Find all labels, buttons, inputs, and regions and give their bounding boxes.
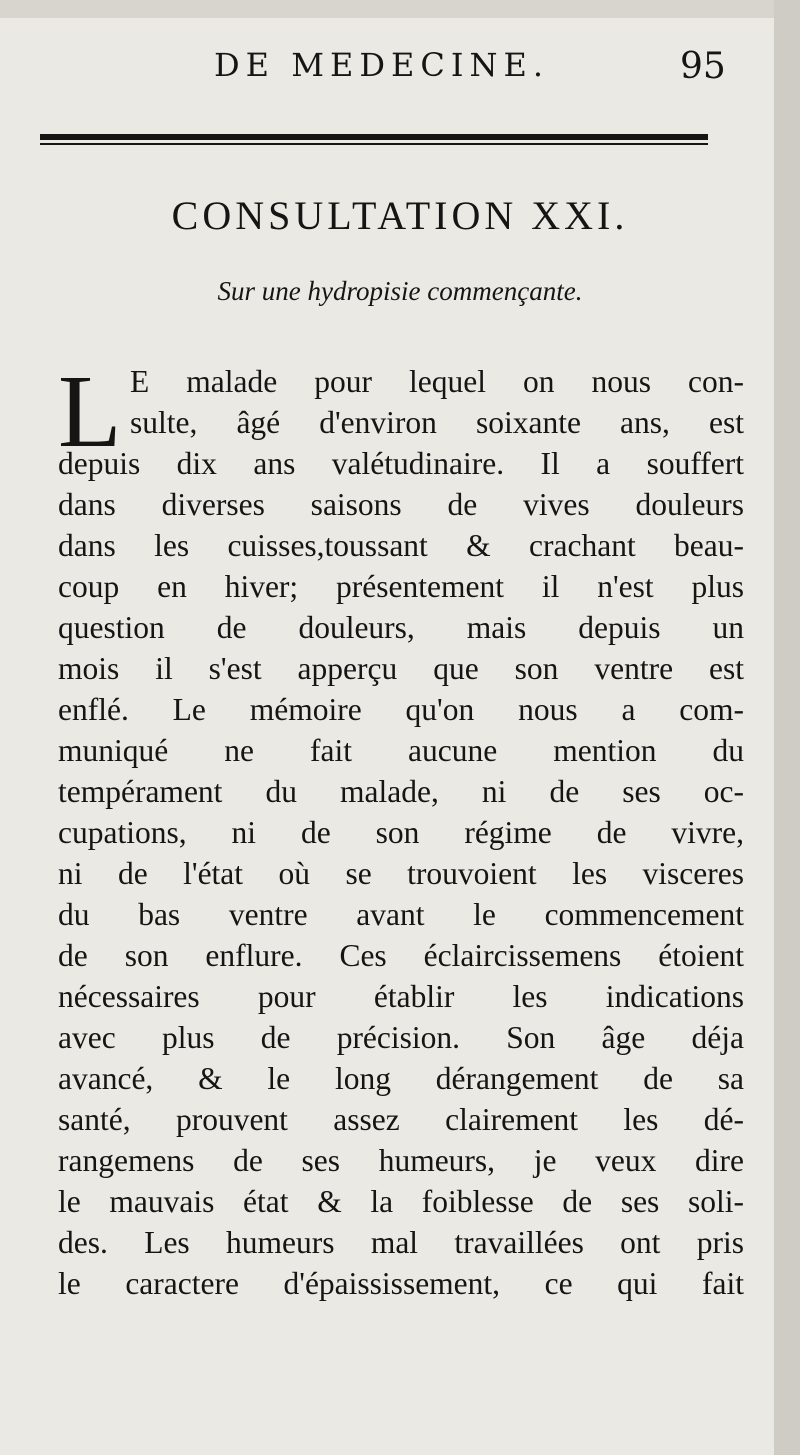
body-text bbox=[58, 354, 744, 1305]
header-rule bbox=[40, 134, 708, 146]
page-edge-top bbox=[0, 0, 800, 18]
consultation-heading: CONSULTATION XXI. bbox=[171, 193, 629, 238]
text-line: sulte, âgé d'environ soixante ans, est bbox=[130, 405, 744, 440]
text-line: avec plus de précision. Son âge déja bbox=[58, 1020, 744, 1055]
text-line: ni de l'état où se trouvoient les visceres bbox=[58, 856, 744, 891]
text-line: le mauvais état & la foiblesse de ses soli- bbox=[58, 1184, 744, 1219]
page-number: 95 bbox=[680, 46, 726, 87]
text-line: du bas ventre avant le commencement bbox=[58, 897, 744, 932]
text-line: dans les cuisses,toussant & crachant beau- bbox=[58, 528, 744, 563]
text-line: de son enflure. Ces éclaircissemens étoient bbox=[58, 938, 744, 973]
text-line: question de douleurs, mais depuis un bbox=[58, 610, 744, 645]
header-rule-thin bbox=[40, 143, 708, 145]
text-line: tempérament du malade, ni de ses oc- bbox=[58, 774, 744, 809]
text-line: dans diverses saisons de vives douleurs bbox=[58, 487, 744, 522]
text-line: depuis dix ans valétudinaire. Il a souffert bbox=[58, 446, 744, 481]
text-line: rangemens de ses humeurs, je veux dire bbox=[58, 1143, 744, 1178]
running-head bbox=[0, 46, 800, 102]
text-line: cupations, ni de son régime de vivre, bbox=[58, 815, 744, 850]
running-title: DE MEDECINE. bbox=[214, 46, 549, 84]
text-line: mois il s'est apperçu que son ventre est bbox=[58, 651, 744, 686]
text-line: enflé. Le mémoire qu'on nous a com- bbox=[58, 692, 744, 727]
drop-cap: L bbox=[58, 354, 122, 469]
text-line: le caractere d'épaississement, ce qui fait bbox=[58, 1266, 744, 1301]
text-line: coup en hiver; présentement il n'est plus bbox=[58, 569, 744, 604]
header-rule-thick bbox=[40, 134, 708, 140]
text-line: des. Les humeurs mal travaillées ont pris bbox=[58, 1225, 744, 1260]
text-line: santé, prouvent assez clairement les dé- bbox=[58, 1102, 744, 1137]
text-line: E malade pour lequel on nous con- bbox=[130, 364, 744, 399]
text-line: nécessaires pour établir les indications bbox=[58, 979, 744, 1014]
text-line: avancé, & le long dérangement de sa bbox=[58, 1061, 744, 1096]
consultation-subheading: Sur une hydropisie commençante. bbox=[217, 276, 583, 306]
text-line: muniqué ne fait aucune mention du bbox=[58, 733, 744, 768]
